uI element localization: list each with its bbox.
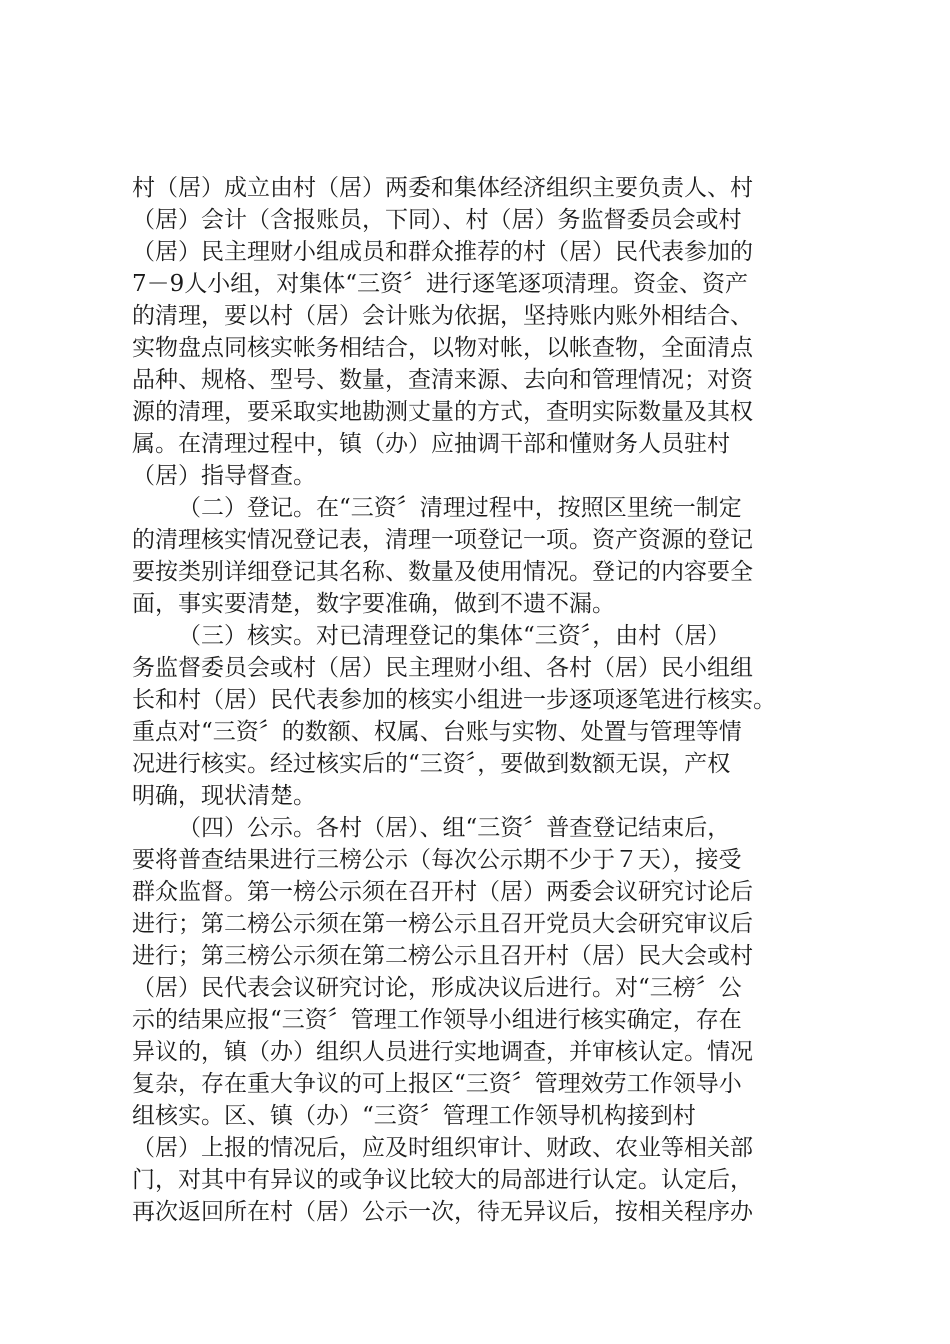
text-line: 长和村（居）民代表参加的核实小组进一步逐项逐笔进行核实。 <box>132 687 776 713</box>
paragraph-2-registration <box>132 492 832 620</box>
text-line: 实物盘点同核实帐务相结合，以物对帐，以帐查物，全面清点 <box>132 335 753 361</box>
paragraph-1 <box>132 172 832 492</box>
text-line: （二）登记。在“三资〞清理过程中，按照区里统一制定 <box>178 495 742 521</box>
text-line: 异议的，镇（办）组织人员进行实地调查，并审核认定。情况 <box>132 1039 753 1065</box>
text-line: 的清理，要以村（居）会计账为依据，坚持账内账外相结合、 <box>132 303 753 329</box>
text-line: （居）民主理财小组成员和群众推荐的村（居）民代表参加的 <box>132 239 753 265</box>
text-line: 复杂，存在重大争议的可上报区“三资〞管理效劳工作领导小 <box>132 1071 742 1097</box>
paragraph-4-publicity <box>132 812 832 1228</box>
text-line: 明确，现状清楚。 <box>132 783 316 809</box>
text-line: 务监督委员会或村（居）民主理财小组、各村（居）民小组组 <box>132 655 753 681</box>
document-body <box>132 172 832 1228</box>
text-line: 组核实。区、镇（办）“三资〞管理工作领导机构接到村 <box>132 1103 696 1129</box>
text-line: 进行；第三榜公示须在第二榜公示且召开村（居）民大会或村 <box>132 943 753 969</box>
text-line: 面，事实要清楚，数字要准确，做到不遗不漏。 <box>132 591 615 617</box>
text-line: 属。在清理过程中，镇（办）应抽调干部和懂财务人员驻村 <box>132 431 730 457</box>
text-line: 再次返回所在村（居）公示一次，待无异议后，按相关程序办 <box>132 1199 753 1225</box>
text-line: 况进行核实。经过核实后的“三资〞，要做到数额无误，产权 <box>132 751 731 777</box>
text-line: （四）公示。各村（居）、组“三资〞普查登记结束后， <box>178 815 731 841</box>
paragraph-3-verification <box>132 620 832 812</box>
text-line: （居）会计（含报账员，下同）、村（居）务监督委员会或村 <box>132 207 742 233</box>
text-line: 门，对其中有异议的或争议比较大的局部进行认定。认定后， <box>132 1167 753 1193</box>
text-line: （居）民代表会议研究讨论，形成决议后进行。对“三榜〞公 <box>132 975 742 1001</box>
text-line: 进行；第二榜公示须在第一榜公示且召开党员大会研究审议后 <box>132 911 753 937</box>
text-line: 品种、规格、型号、数量，查清来源、去向和管理情况；对资 <box>132 367 753 393</box>
text-line: （居）指导督查。 <box>132 463 316 489</box>
text-line: 7－9人小组，对集体“三资〞进行逐笔逐项清理。资金、资产 <box>132 271 749 297</box>
text-line: （居）上报的情况后，应及时组织审计、财政、农业等相关部 <box>132 1135 753 1161</box>
text-line: 要按类别详细登记其名称、数量及使用情况。登记的内容要全 <box>132 559 753 585</box>
text-line: （三）核实。对已清理登记的集体“三资〞，由村（居） <box>178 623 731 649</box>
text-line: 源的清理，要采取实地勘测丈量的方式，查明实际数量及其权 <box>132 399 753 425</box>
text-line: 群众监督。第一榜公示须在召开村（居）两委会议研究讨论后 <box>132 879 753 905</box>
text-line: 要将普查结果进行三榜公示（每次公示期不少于７天），接受 <box>132 847 742 873</box>
text-line: 重点对“三资〞的数额、权属、台账与实物、处置与管理等情 <box>132 719 742 745</box>
text-line: 村（居）成立由村（居）两委和集体经济组织主要负责人、村 <box>132 175 753 201</box>
text-line: 示的结果应报“三资〞管理工作领导小组进行核实确定，存在 <box>132 1007 742 1033</box>
text-line: 的清理核实情况登记表，清理一项登记一项。资产资源的登记 <box>132 527 753 553</box>
